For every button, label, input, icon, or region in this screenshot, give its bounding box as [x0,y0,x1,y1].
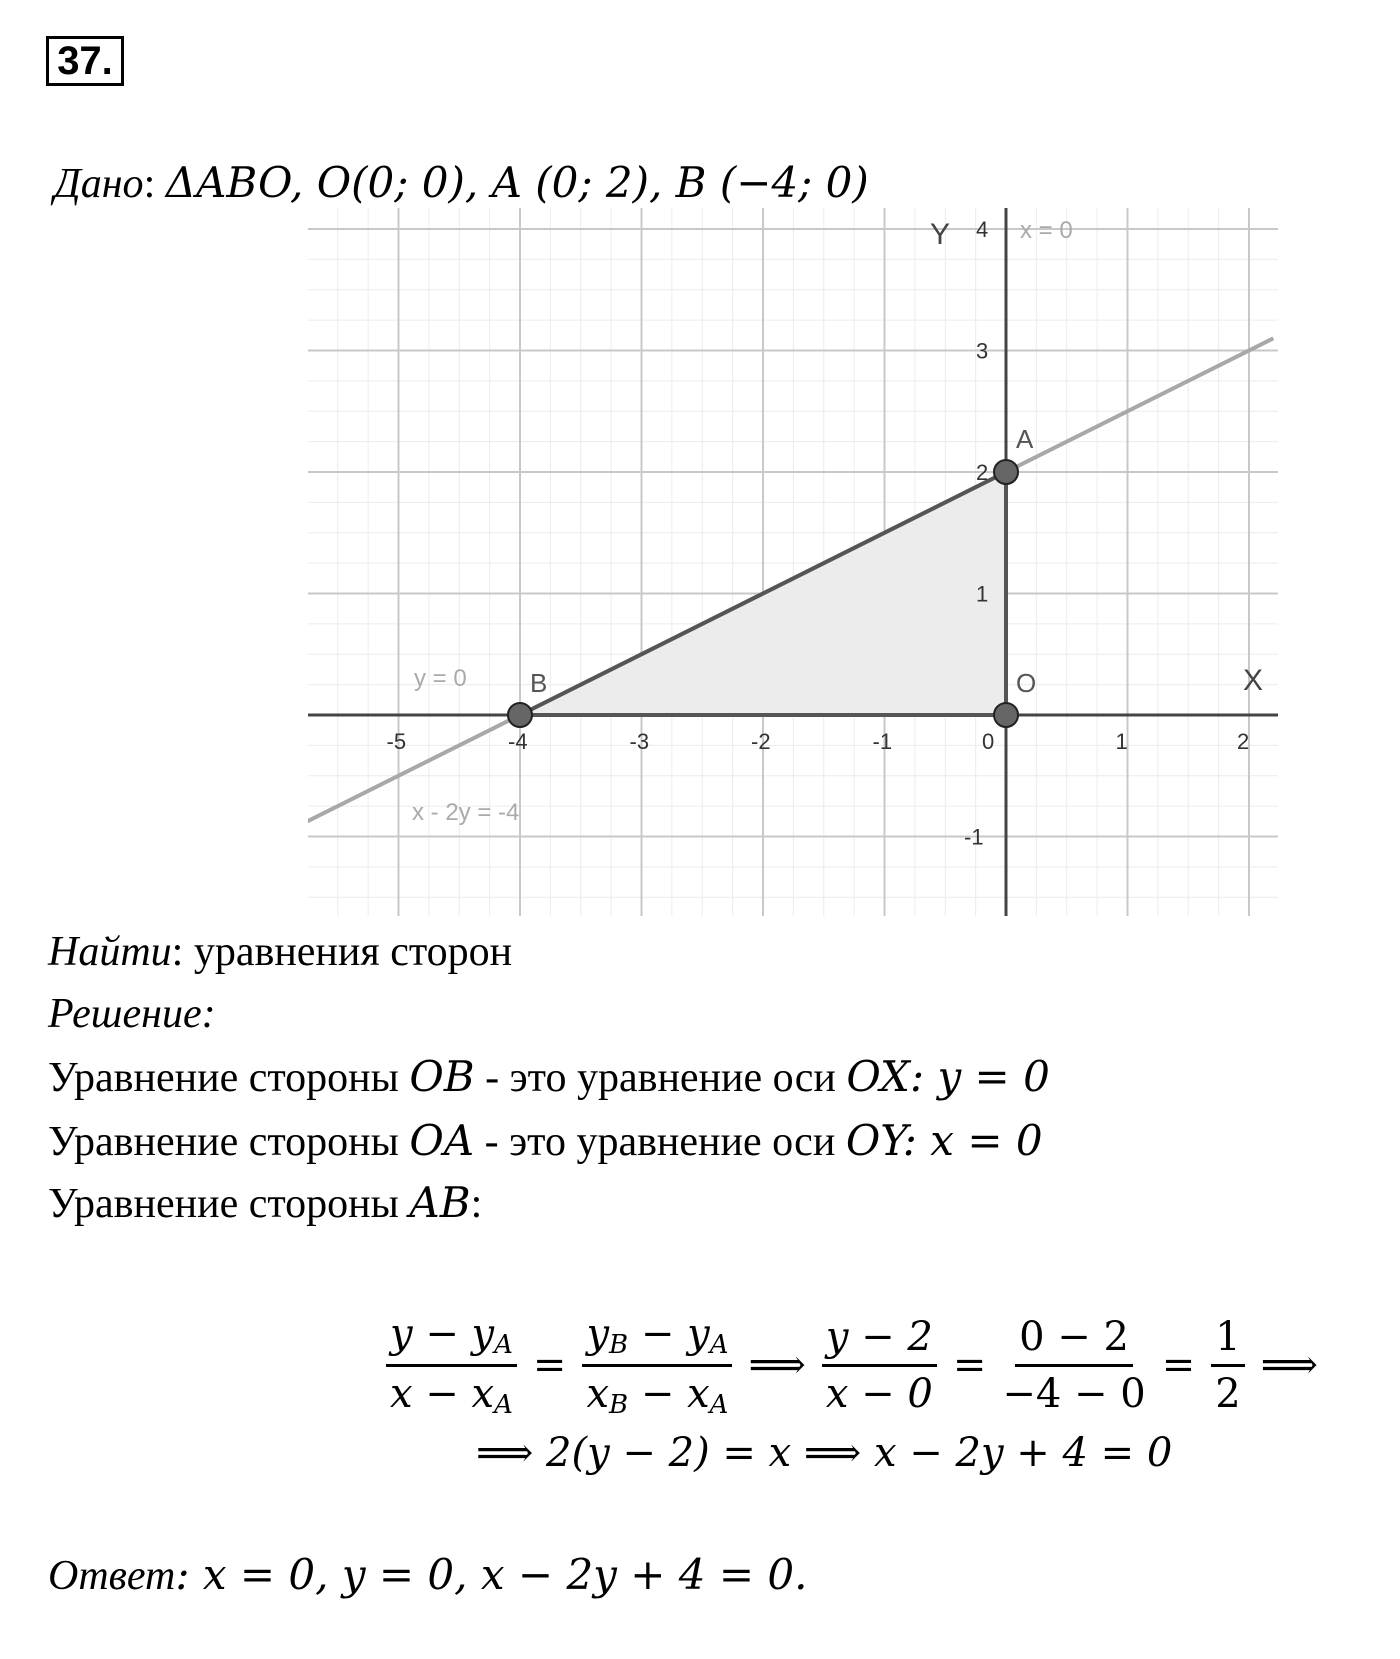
solution-line-oa: Уравнение стороны OA - это уравнение оси OY: x = 0 [48,1116,1043,1165]
x-tick-label: 0 [982,729,995,754]
point-b-label: B [530,668,548,698]
coordinate-graph [308,208,1278,916]
axis-y-label: Y [930,218,951,251]
point-o [994,703,1018,727]
x-tick-label: -4 [508,729,528,754]
y-tick-label: 1 [976,581,989,607]
point-b [508,703,532,727]
solution-line-ab: Уравнение стороны AB: [48,1178,483,1227]
find-label: Найти [48,929,172,975]
given-label: Дано [54,161,144,207]
given-line: Дано: ΔABO, O(0; 0), A (0; 2), B (−4; 0) [54,158,869,207]
formula-line-2: ⟹ 2(y − 2) = x ⟹ x − 2y + 4 = 0 [476,1430,1173,1476]
answer-label: Ответ [48,1553,176,1599]
y-tick-label: 4 [976,217,989,242]
formula-line-1: $\frac{y - y_A}{x - x_A}$ = $\frac{y_B - y_A}{x_B - x_A}$ ⟹ $\frac{y - 2}{x - 0}$ = $\frac{0 - 2}{-4 - 0}$ = $\frac{1}{2}$ ⟹ [378,1305,1326,1425]
point-a-label: A [1016,424,1034,454]
answer-text: : x = 0, y = 0, x − 2y + 4 = 0. [175,1550,808,1599]
point-a [994,460,1018,484]
fraction-5: $\frac{1}{2}$ [1211,1314,1244,1417]
solution-line-ob: Уравнение стороны OB - это уравнение оси OX: y = 0 [48,1052,1050,1101]
x-tick-label: -5 [386,729,407,754]
answer-line [48,1550,807,1600]
fraction-1: $\frac{y - y_A}{x - x_A}$ [386,1311,517,1420]
fraction-2: $\frac{y_B - y_A}{x_B - x_A}$ [582,1311,732,1420]
fraction-3: $\frac{y - 2}{x - 0}$ [822,1314,937,1417]
fraction-4: $\frac{0 - 2}{-4 - 0}$ [1002,1313,1146,1417]
x-tick-label: -1 [872,729,893,754]
find-text: : уравнения сторон [171,929,513,975]
y-tick-label: -1 [964,824,984,850]
x-tick-label: -3 [629,729,650,754]
x-tick-label: -2 [751,729,771,754]
y-tick-label: 3 [976,338,989,364]
y-axis-eq-label: x = 0 [1020,217,1073,244]
x-tick-label: 1 [1115,729,1128,754]
solution-label: Решение: [48,991,216,1037]
problem-number: 37. [46,36,124,86]
line-ab-eq-label: x - 2y = -4 [412,799,520,826]
x-tick-label: 2 [1237,729,1250,754]
given-text: ΔABO, O(0; 0), A (0; 2), B (−4; 0) [165,158,869,207]
y-tick-label: 2 [976,460,989,485]
x-axis-eq-label: y = 0 [414,665,467,692]
axis-x-label: X [1243,664,1264,697]
find-line [48,928,512,976]
point-o-label: O [1016,668,1037,698]
